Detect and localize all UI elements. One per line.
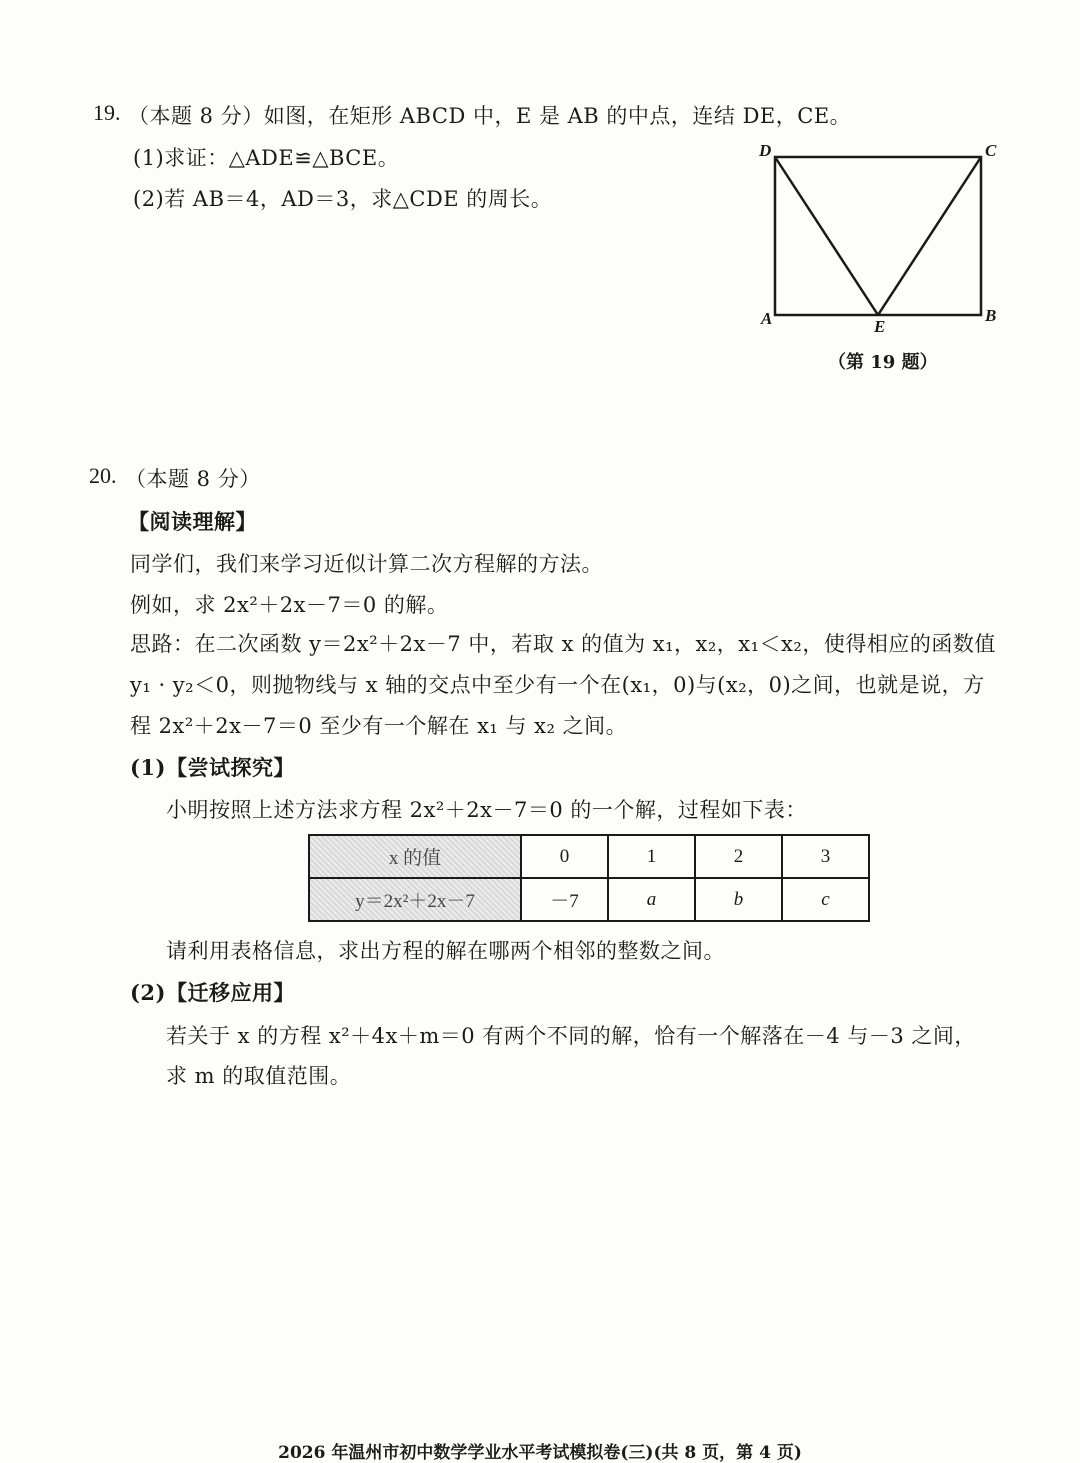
label-a: A bbox=[761, 309, 773, 328]
table-row-y bbox=[309, 878, 869, 921]
table-cell: b bbox=[695, 878, 782, 921]
table-cell: 0 bbox=[521, 835, 608, 878]
table-cell: 1 bbox=[608, 835, 695, 878]
table-row-x bbox=[309, 835, 869, 878]
label-d: D bbox=[759, 141, 772, 160]
q20-number: 20. bbox=[89, 463, 117, 488]
reading-example: 例如，求 2x²＋2x－7＝0 的解。 bbox=[130, 593, 449, 617]
table-header-x: x 的值 bbox=[309, 835, 521, 878]
table-header-y: y＝2x²＋2x－7 bbox=[309, 878, 521, 921]
q19-part2: (2)若 AB＝4，AD＝3，求△CDE 的周长。 bbox=[133, 187, 553, 211]
part1-question: 请利用表格信息，求出方程的解在哪两个相邻的整数之间。 bbox=[166, 939, 725, 963]
part1-title: (1)【尝试探究】 bbox=[130, 755, 295, 780]
label-e: E bbox=[874, 317, 886, 336]
reading-idea-line2: y₁ · y₂＜0，则抛物线与 x 轴的交点中至少有一个在(x₁，0)与(x₂，0)之间，也就是说，方 bbox=[130, 673, 985, 697]
reading-idea-line1: 思路：在二次函数 y＝2x²＋2x－7 中，若取 x 的值为 x₁，x₂，x₁＜x₂，使得相应的函数值 bbox=[130, 632, 996, 656]
label-b: B bbox=[985, 306, 997, 325]
part1-text: 小明按照上述方法求方程 2x²＋2x－7＝0 的一个解，过程如下表： bbox=[166, 798, 807, 822]
table-cell: 2 bbox=[695, 835, 782, 878]
label-c: C bbox=[985, 141, 997, 160]
part2-title: (2)【迁移应用】 bbox=[130, 980, 295, 1005]
table-cell: －7 bbox=[521, 878, 608, 921]
q19-part1: (1)求证：△ADE≌△BCE。 bbox=[133, 146, 400, 170]
q19-rectangle-figure bbox=[755, 135, 1015, 340]
section-reading-title: 【阅读理解】 bbox=[128, 509, 257, 534]
values-table bbox=[308, 834, 870, 922]
part2-line2: 求 m 的取值范围。 bbox=[166, 1064, 352, 1088]
part2-line1: 若关于 x 的方程 x²＋4x＋m＝0 有两个不同的解，恰有一个解落在－4 与－3 之间， bbox=[166, 1024, 976, 1048]
segment-de bbox=[775, 157, 878, 315]
reading-intro: 同学们，我们来学习近似计算二次方程解的方法。 bbox=[130, 552, 603, 576]
q19-number: 19. bbox=[93, 100, 121, 125]
segment-ce bbox=[878, 157, 981, 315]
page-footer: 2026 年温州市初中数学学业水平考试模拟卷(三)(共 8 页，第 4 页) bbox=[278, 1443, 802, 1463]
q19-stem: （本题 8 分）如图，在矩形 ABCD 中，E 是 AB 的中点，连结 DE，CE。 bbox=[128, 104, 852, 128]
q20-score: （本题 8 分） bbox=[125, 467, 261, 491]
table-cell: c bbox=[782, 878, 869, 921]
figure-caption: （第 19 题） bbox=[828, 352, 938, 373]
reading-idea-line3: 程 2x²＋2x－7＝0 至少有一个解在 x₁ 与 x₂ 之间。 bbox=[130, 714, 628, 738]
table-cell: a bbox=[608, 878, 695, 921]
table-cell: 3 bbox=[782, 835, 869, 878]
rectangle-abcd bbox=[775, 157, 981, 315]
